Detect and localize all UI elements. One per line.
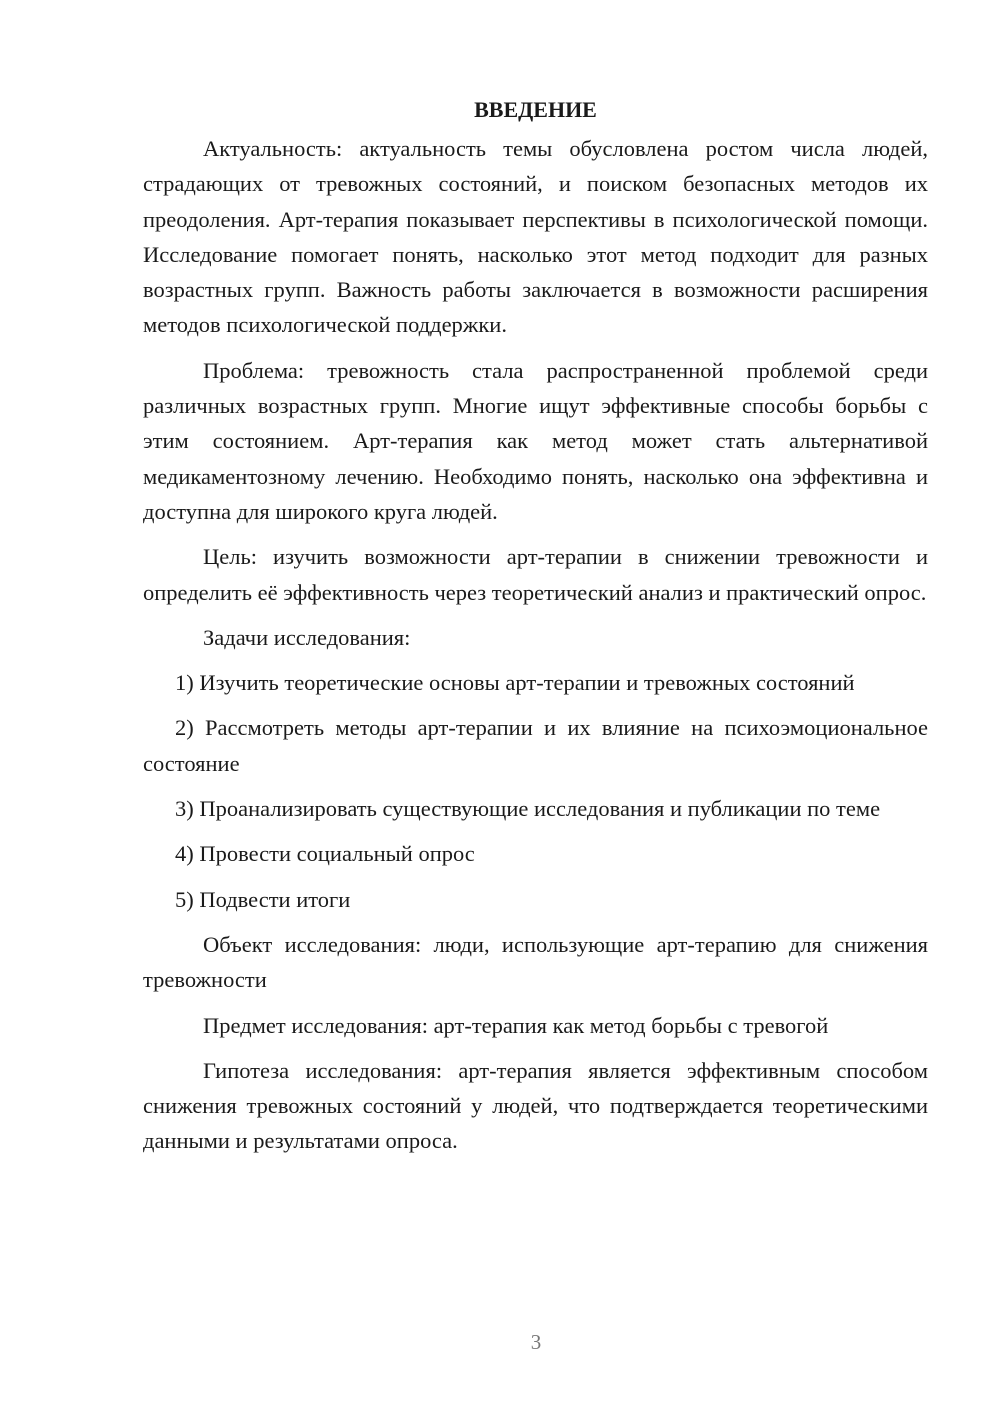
paragraph-hypothesis: Гипотеза исследования: арт-терапия является эффективным способом снижения тревожных состояний у людей, что подтверждается теоретическими данными и результатами опроса.: [143, 1057, 928, 1154]
paragraph-problem: Проблема: тревожность стала распространенной проблемой среди различных возрастных групп. Многие ищут эффективные способы борьбы с этим состоянием. Арт-терапия как метод может стать альтернативой медикаментозному лечению. Необходимо понять, насколько она эффективна и доступна для широкого круга людей.: [143, 357, 928, 524]
page-number: 3: [530, 1330, 542, 1354]
paragraph-relevance: Актуальность: актуальность темы обусловлена ростом числа людей, страдающих от тревожных состояний, и поиском безопасных методов их преодоления. Арт-терапия показывает перспективы в психологической помощи. Исследование помогает понять, насколько этот метод подходит для разных возрастных групп. Важность работы заключается в возможности расширения методов психологической поддержки.: [143, 136, 928, 338]
task-item-4: 4) Провести социальный опрос: [175, 841, 475, 867]
paragraph-object: Объект исследования: люди, использующие арт-терапию для снижения тревожности: [143, 931, 928, 993]
task-item-5: 5) Подвести итоги: [175, 886, 351, 912]
document-page: [143, 92, 928, 1159]
task-item-1: 1) Изучить теоретические основы арт-терапии и тревожных состояний: [175, 670, 855, 696]
section-title: ВВЕДЕНИЕ: [474, 97, 597, 122]
task-item-3: 3) Проанализировать существующие исследования и публикации по теме: [175, 796, 881, 822]
task-item-2: 2) Рассмотреть методы арт-терапии и их влияние на психоэмоциональное состояние: [143, 715, 928, 776]
paragraph-goal: Цель: изучить возможности арт-терапии в снижении тревожности и определить её эффективность через теоретический анализ и практический опрос.: [143, 544, 928, 605]
paragraph-subject: Предмет исследования: арт-терапия как метод борьбы с тревогой: [203, 1012, 829, 1038]
tasks-heading: Задачи исследования:: [203, 624, 411, 650]
